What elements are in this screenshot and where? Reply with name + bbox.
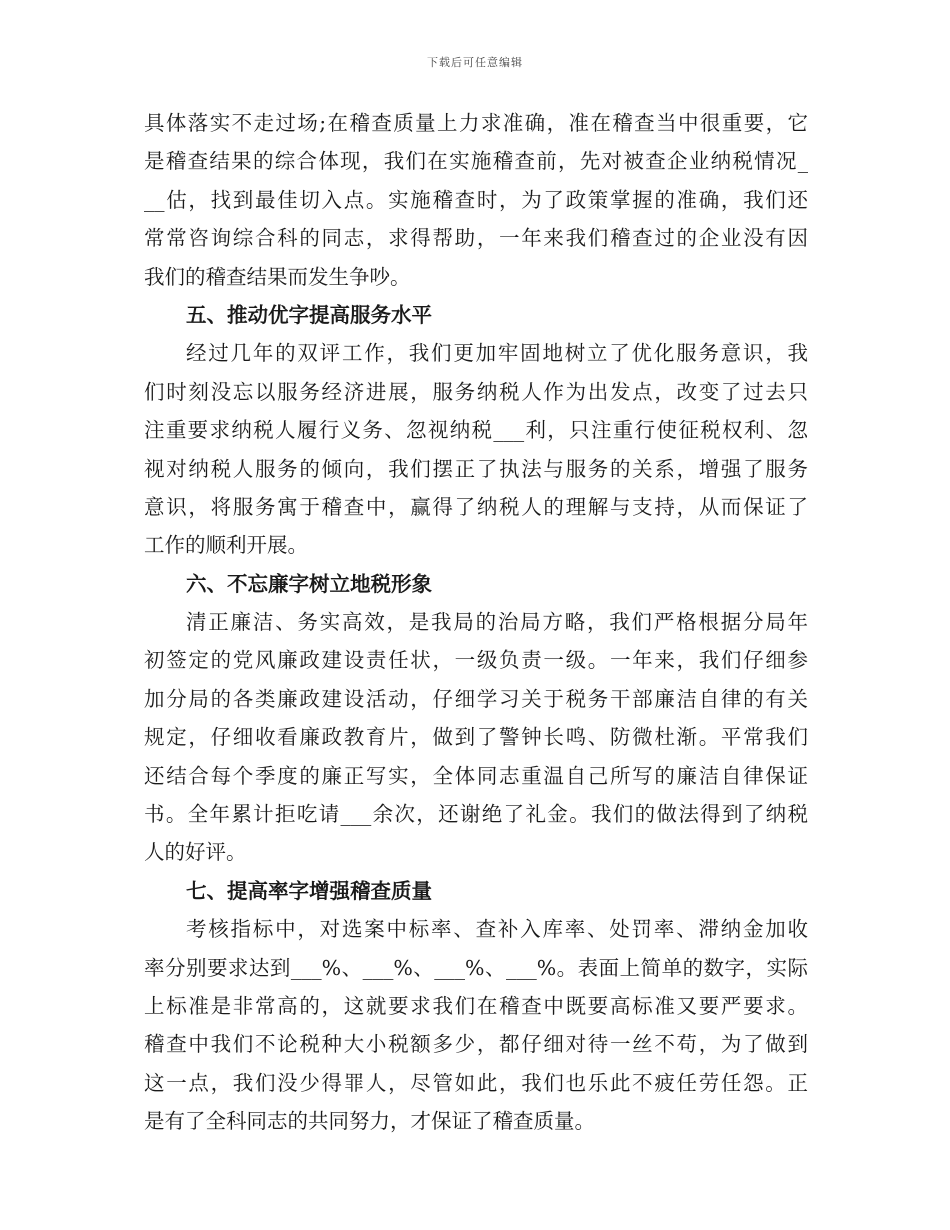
text-line: 这一点，我们没少得罪人，尽管如此，我们也乐此不疲任劳任怨。正 bbox=[144, 1070, 808, 1095]
section-heading-7: 七、提高率字增强稽查质量 bbox=[186, 878, 432, 903]
text-line: 加分局的各类廉政建设活动，仔细学习关于税务干部廉洁自律的有关 bbox=[144, 686, 808, 711]
text-line: __估，找到最佳切入点。实施稽查时，为了政策掌握的准确，我们还 bbox=[144, 187, 808, 212]
text-line: 是稽查结果的综合体现，我们在实施稽查前，先对被查企业纳税情况_ bbox=[144, 149, 808, 174]
text-line: 清正廉洁、务实高效，是我局的治局方略，我们严格根据分局年 bbox=[186, 610, 808, 635]
text-line: 意识，将服务寓于稽查中，赢得了纳税人的理解与支持，从而保证了 bbox=[144, 494, 808, 519]
page-header: 下载后可任意编辑 bbox=[427, 56, 523, 69]
paragraph-section-7 bbox=[144, 910, 808, 1140]
text-line: 们时刻没忘以服务经济进展，服务纳税人作为出发点，改变了过去只 bbox=[144, 379, 808, 404]
text-line: 还结合每个季度的廉正写实，全体同志重温自己所写的廉洁自律保证 bbox=[144, 763, 808, 788]
text-line: 上标准是非常高的，这就要求我们在稽查中既要高标准又要严要求。 bbox=[144, 993, 808, 1018]
paragraph-section-6 bbox=[144, 603, 808, 872]
text-line: 我们的稽查结果而发生争吵。 bbox=[144, 264, 411, 289]
text-line: 考核指标中，对选案中标率、查补入库率、处罚率、滞纳金加收 bbox=[186, 917, 808, 942]
document-body bbox=[144, 104, 808, 1141]
text-line: 经过几年的双评工作，我们更加牢固地树立了优化服务意识，我 bbox=[186, 341, 808, 366]
text-line: 工作的顺利开展。 bbox=[144, 533, 308, 558]
paragraph-intro bbox=[144, 104, 808, 296]
text-line: 具体落实不走过场;在稽查质量上力求准确，准在稽查当中很重要，它 bbox=[144, 111, 808, 135]
text-line: 稽查中我们不论税种大小税额多少，都仔细对待一丝不苟，为了做到 bbox=[144, 1032, 808, 1057]
text-line: 注重要求纳税人履行义务、忽视纳税___利，只注重行使征税权利、忽 bbox=[144, 418, 808, 443]
text-line: 常常咨询综合科的同志，求得帮助，一年来我们稽查过的企业没有因 bbox=[144, 226, 808, 251]
text-line: 书。全年累计拒吃请___余次，还谢绝了礼金。我们的做法得到了纳税 bbox=[144, 802, 808, 827]
text-line: 规定，仔细收看廉政教育片，做到了警钟长鸣、防微杜渐。平常我们 bbox=[144, 725, 808, 750]
text-line: 率分别要求达到___%、___%、___%、___%。表面上简单的数字，实际 bbox=[144, 955, 808, 980]
text-line: 是有了全科同志的共同努力，才保证了稽查质量。 bbox=[144, 1109, 595, 1134]
text-line: 视对纳税人服务的倾向，我们摆正了执法与服务的关系，增强了服务 bbox=[144, 456, 808, 481]
paragraph-section-5 bbox=[144, 334, 808, 564]
text-line: 人的好评。 bbox=[144, 840, 247, 865]
text-line: 初签定的党风廉政建设责任状，一级负责一级。一年来，我们仔细参 bbox=[144, 648, 808, 673]
section-heading-5: 五、推动优字提高服务水平 bbox=[186, 302, 432, 327]
section-heading-6: 六、不忘廉字树立地税形象 bbox=[186, 571, 432, 596]
